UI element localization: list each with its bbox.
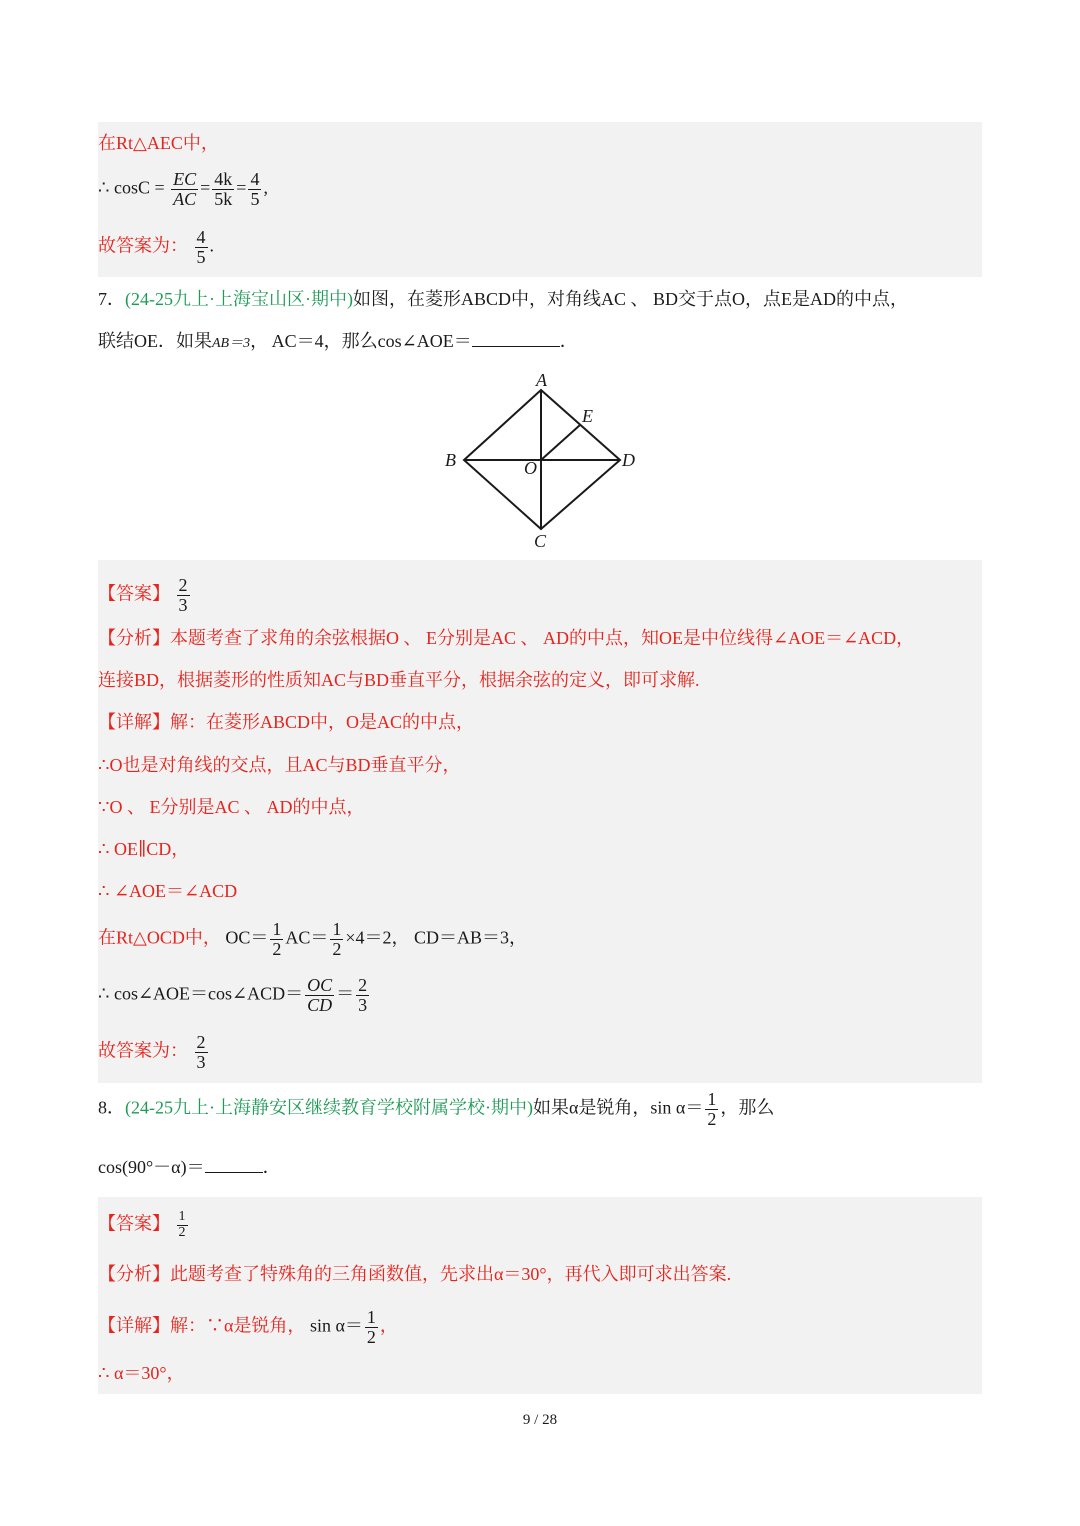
answer-blank bbox=[205, 1154, 263, 1173]
fraction-4k-5k: $\frac{4k}{5k}$ bbox=[214, 169, 233, 209]
fraction-answer-1-2: $\frac{1}{2}$ bbox=[178, 1209, 186, 1240]
answer-tag: 【答案】 bbox=[98, 1213, 170, 1234]
sin-alpha-equals: sin α＝ bbox=[309, 1315, 363, 1336]
label-d: D bbox=[622, 450, 635, 470]
q7-final-answer bbox=[98, 1033, 210, 1072]
q8-answer bbox=[98, 1210, 190, 1240]
fraction-final-2-3: $\frac{2}{3}$ bbox=[196, 1032, 206, 1072]
final-answer-label: 故答案为： bbox=[98, 235, 188, 256]
analysis-tag: 【分析】 bbox=[98, 628, 170, 648]
question-8-line-2 bbox=[98, 1154, 281, 1180]
stem-end: ． bbox=[559, 331, 578, 351]
analysis-text: 本题考查了求角的余弦根据O 、 E分别是AC 、 AD的中点，知OE是中位线得∠AOE＝∠ACD， bbox=[170, 628, 915, 648]
stem-text-2: ，那么 bbox=[720, 1097, 775, 1118]
stem-ab-value: AB＝3 bbox=[212, 336, 251, 351]
q7-detail-line-3: ∵O 、 E分别是AC 、 AD的中点， bbox=[98, 797, 365, 817]
cos-c-prefix: ∴ cosC = bbox=[98, 177, 165, 198]
fraction-4-5: $\frac{4}{5}$ bbox=[250, 169, 260, 209]
cos-aoe-equation: ∴ cos∠AOE＝cos∠ACD＝ bbox=[98, 983, 304, 1004]
q7-detail-line-4: ∴ OE∥CD， bbox=[98, 839, 190, 859]
prev-line-cos-c: ∴ cosC = $\frac{EC}{AC}$ = $\frac{4k}{5k}$ = $\frac{4}{5}$ , bbox=[98, 169, 268, 209]
question-source: (24-25九上·上海宝山区·期中) bbox=[125, 289, 353, 309]
prev-final-answer: 故答案为： $\frac{4}{5}$ . bbox=[98, 227, 214, 267]
answer-tag: 【答案】 bbox=[98, 583, 170, 604]
question-7-line-2 bbox=[98, 328, 578, 357]
answer-blank bbox=[472, 328, 560, 347]
detail-rt-ocd: 在Rt△OCD中， bbox=[98, 927, 221, 948]
times-four: ×4＝2， bbox=[345, 927, 410, 948]
prev-line-rt-triangle: 在Rt△AEC中， bbox=[98, 133, 219, 153]
fraction-ec-ac: $\frac{EC}{AC}$ bbox=[173, 169, 197, 209]
ac-equals: AC＝ bbox=[285, 927, 329, 948]
detail-tag: 【详解】 bbox=[98, 1315, 170, 1336]
sin-alpha-equals: sin α＝ bbox=[650, 1097, 704, 1118]
solution-block-q8 bbox=[98, 1197, 982, 1394]
detail-text: 解：∵α是锐角， bbox=[170, 1315, 306, 1336]
page-number: 9 / 28 bbox=[522, 1412, 558, 1428]
q7-detail-line-5: ∴ ∠AOE＝∠ACD bbox=[98, 881, 238, 901]
question-8-line-1 bbox=[98, 1090, 774, 1129]
q7-analysis-line-1 bbox=[98, 625, 914, 651]
q8-detail-line-1: 【详解】解：∵α是锐角， sin α＝ $\frac{1}{2}$ ， bbox=[98, 1307, 398, 1347]
stem-text: 联结OE．如果 bbox=[98, 331, 212, 351]
detail-tag: 【详解】 bbox=[98, 712, 170, 732]
fraction-1-2-detail: $\frac{1}{2}$ bbox=[366, 1307, 376, 1347]
cos-expression: cos(90°－α)＝ bbox=[98, 1157, 205, 1177]
question-source: (24-25九上·上海静安区继续教育学校附属学校·期中) bbox=[125, 1097, 533, 1118]
fraction-2-3: $\frac{2}{3}$ bbox=[358, 975, 368, 1015]
oc-equals: OC＝ bbox=[225, 927, 269, 948]
label-o: O bbox=[524, 458, 537, 478]
final-answer-label: 故答案为： bbox=[98, 1040, 188, 1061]
q7-detail-line-2: ∴O也是对角线的交点，且AC与BD垂直平分， bbox=[98, 755, 461, 775]
q7-detail-line-7: ∴ cos∠AOE＝cos∠ACD＝ $\frac{OC}{CD}$ ＝ $\frac{2}{3}$ bbox=[98, 975, 368, 1015]
label-b: B bbox=[445, 450, 456, 470]
q8-detail-line-2: ∴ α＝30°， bbox=[98, 1363, 185, 1383]
q7-answer bbox=[98, 576, 192, 615]
detail-text: 解：在菱形ABCD中，O是AC的中点， bbox=[170, 712, 475, 732]
fraction-half-1: $\frac{1}{2}$ bbox=[272, 919, 282, 959]
fraction-1-2: $\frac{1}{2}$ bbox=[707, 1089, 717, 1129]
question-number: 7． bbox=[98, 289, 125, 309]
q7-detail-line-6 bbox=[98, 920, 527, 959]
question-stem: 如图，在菱形ABCD中，对角线AC 、 BD交于点O，点E是AD的中点， bbox=[352, 289, 908, 309]
rhombus-figure bbox=[440, 366, 640, 550]
segment-oe bbox=[541, 425, 580, 460]
stem-text: 如果α是锐角， bbox=[532, 1097, 651, 1118]
fraction-half-2: $\frac{1}{2}$ bbox=[332, 919, 342, 959]
stem-end: ． bbox=[262, 1157, 281, 1177]
q7-detail-line-1 bbox=[98, 709, 474, 735]
label-e: E bbox=[582, 406, 593, 426]
fraction-oc-cd: $\frac{OC}{CD}$ bbox=[307, 975, 333, 1015]
label-a: A bbox=[536, 370, 547, 390]
cd-equals-ab: CD＝AB＝3， bbox=[414, 927, 528, 948]
analysis-text: 此题考查了特殊角的三角函数值，先求出α＝30°，再代入即可求出答案. bbox=[170, 1264, 732, 1284]
label-c: C bbox=[534, 531, 547, 550]
question-7-line-1 bbox=[98, 286, 908, 312]
fraction-answer-4-5: $\frac{4}{5}$ bbox=[196, 227, 206, 267]
q7-analysis-line-2: 连接BD，根据菱形的性质知AC与BD垂直平分，根据余弦的定义，即可求解. bbox=[98, 670, 700, 690]
analysis-tag: 【分析】 bbox=[98, 1264, 170, 1284]
question-number: 8． bbox=[98, 1097, 125, 1118]
fraction-answer-2-3: $\frac{2}{3}$ bbox=[178, 575, 188, 615]
q8-analysis bbox=[98, 1261, 731, 1287]
stem-text-2: ， AC＝4，那么cos∠AOE＝ bbox=[250, 331, 472, 351]
